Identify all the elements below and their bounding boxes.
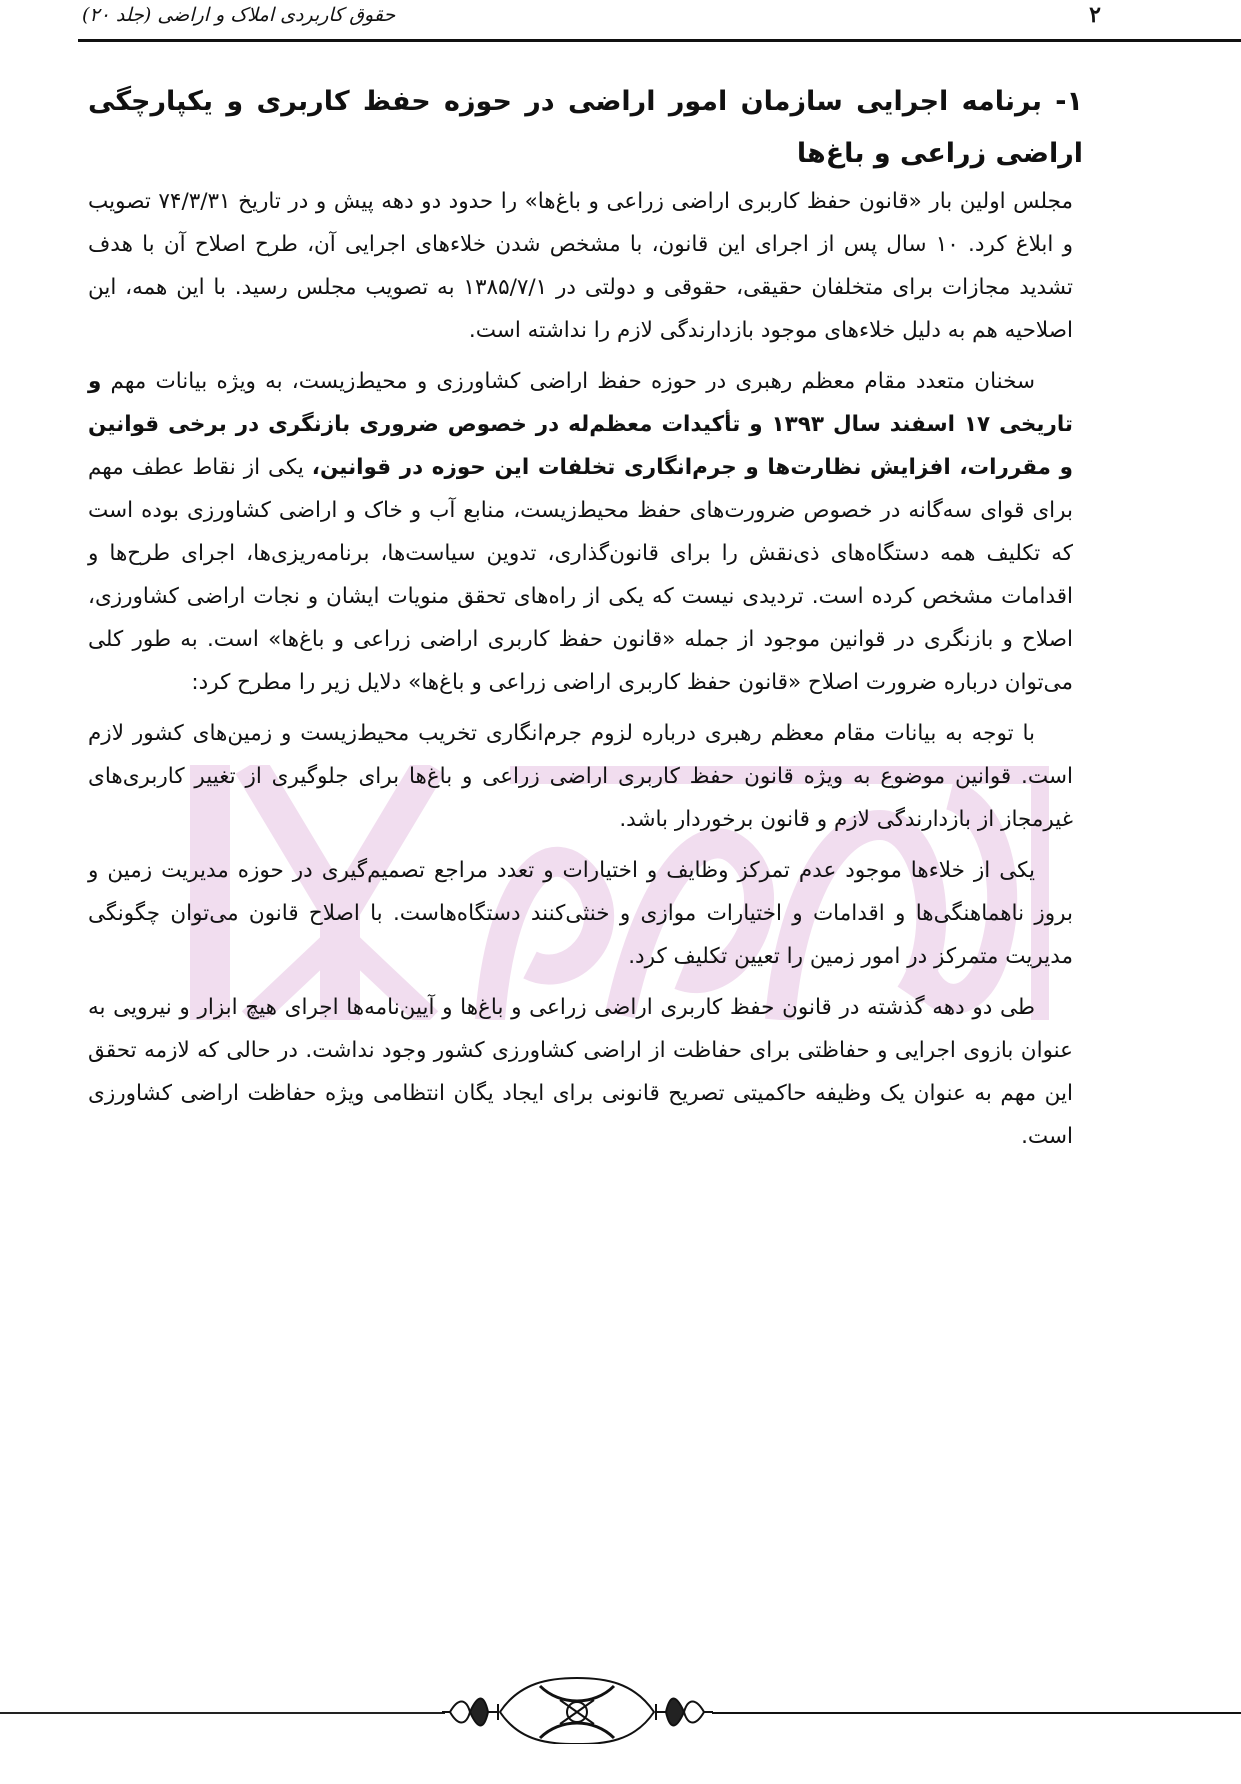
paragraph (88, 180, 1073, 352)
text-segment: یکی از خلاءها موجود عدم تمرکز وظایف و اختیارات و تعدد مراجع تصمیم‌گیری در حوزه مدیریت زمین و بروز ناهماهنگی‌ها و اقدامات و اختیارات موازی و خنثی‌کنند دستگاه‌هاست. با اصلاح قانون می‌توان چگونگی مدیریت متمرکز در امور زمین را تعیین تکلیف کرد. (88, 858, 1073, 969)
page-content (88, 76, 1083, 1166)
text-segment: طی دو دهه گذشته در قانون حفظ کاربری اراضی زراعی و باغ‌ها و آیین‌نامه‌ها اجرای هیچ ابزار و نیرویی به عنوان بازوی اجرایی و حفاظتی برای حفاظت از اراضی کشاورزی کشور وجود نداشت. در حالی که لازمه تحقق این مهم به عنوان یک وظیفه حاکمیتی تصریح قانونی برای ایجاد یگان انتظامی ویژه حفاظت اراضی کشاورزی است. (88, 995, 1073, 1149)
bold-text-segment: و تاریخی ۱۷ اسفند سال ۱۳۹۳ و تأکیدات معظم‌له در خصوص ضروری بازنگری در برخی قوانین و مقررات، افزایش نظارت‌ها و جرم‌انگاری تخلفات این حوزه در قوانین، (88, 369, 1073, 480)
page-number: ۲ (1089, 2, 1101, 28)
text-segment: یکی از نقاط عطف مهم برای قوای سه‌گانه در خصوص ضرورت‌های حفظ محیط‌زیست، منابع آب و خاک و اراضی کشاورزی بوده است که تکلیف همه دستگاه‌های ذی‌نقش را برای قانون‌گذاری، تدوین سیاست‌ها، برنامه‌ریزی‌ها، اجرای طرح‌ها و اقدامات مشخص کرده است. تردیدی نیست که یکی از راه‌های تحقق منویات ایشان و نجات اراضی کشاورزی، اصلاح و بازنگری در قوانین موجود از جمله «قانون حفظ کاربری اراضی زراعی و باغ‌ها» است. به طور کلی می‌توان درباره ضرورت اصلاح «قانون حفظ کاربری اراضی زراعی و باغ‌ها» دلایل زیر را مطرح کرد: (88, 455, 1073, 695)
paragraph (88, 986, 1073, 1158)
body-text (88, 180, 1073, 1158)
book-title: حقوق کاربردی املاک و اراضی (جلد ۲۰) (82, 4, 396, 26)
text-segment: با توجه به بیانات مقام معظم رهبری درباره لزوم جرم‌انگاری تخریب محیط‌زیست و زمین‌های کشور لازم است. قوانین موضوع به ویژه قانون حفظ کاربری اراضی زراعی و باغ‌ها برای جلوگیری از تغییر کاربری‌های غیرمجاز از بازدارندگی لازم و قانون برخوردار باشد. (88, 721, 1073, 832)
footer-rule-right (712, 1712, 1241, 1714)
section-title: ۱- برنامه اجرایی سازمان امور اراضی در حوزه حفظ کاربری و یکپارچگی اراضی زراعی و باغ‌ها (88, 86, 1083, 169)
footer-rule-left (0, 1712, 445, 1714)
ornament-icon (440, 1676, 715, 1744)
footer-divider (0, 1662, 1241, 1722)
paragraph (88, 849, 1073, 978)
running-header (72, 0, 1241, 40)
text-segment: سخنان متعدد مقام معظم رهبری در حوزه حفظ اراضی کشاورزی و محیط‌زیست، به ویژه بیانات مهم (101, 369, 1035, 394)
paragraph (88, 712, 1073, 841)
text-segment: مجلس اولین بار «قانون حفظ کاربری اراضی زراعی و باغ‌ها» را حدود دو دهه پیش و در تاریخ ۷۴/۳/۳۱ تصویب و ابلاغ کرد. ۱۰ سال پس از اجرای این قانون، با مشخص شدن خلاءهای اجرایی آن، طرح اصلاح آن با هدف تشدید مجازات برای متخلفان حقیقی، حقوقی و دولتی در ۱۳۸۵/۷/۱ به تصویب مجلس رسید. با این همه، این اصلاحیه هم به دلیل خلاءهای موجود بازدارندگی لازم را نداشته است. (88, 189, 1074, 343)
header-rule (78, 39, 1241, 42)
paragraph (88, 360, 1073, 704)
